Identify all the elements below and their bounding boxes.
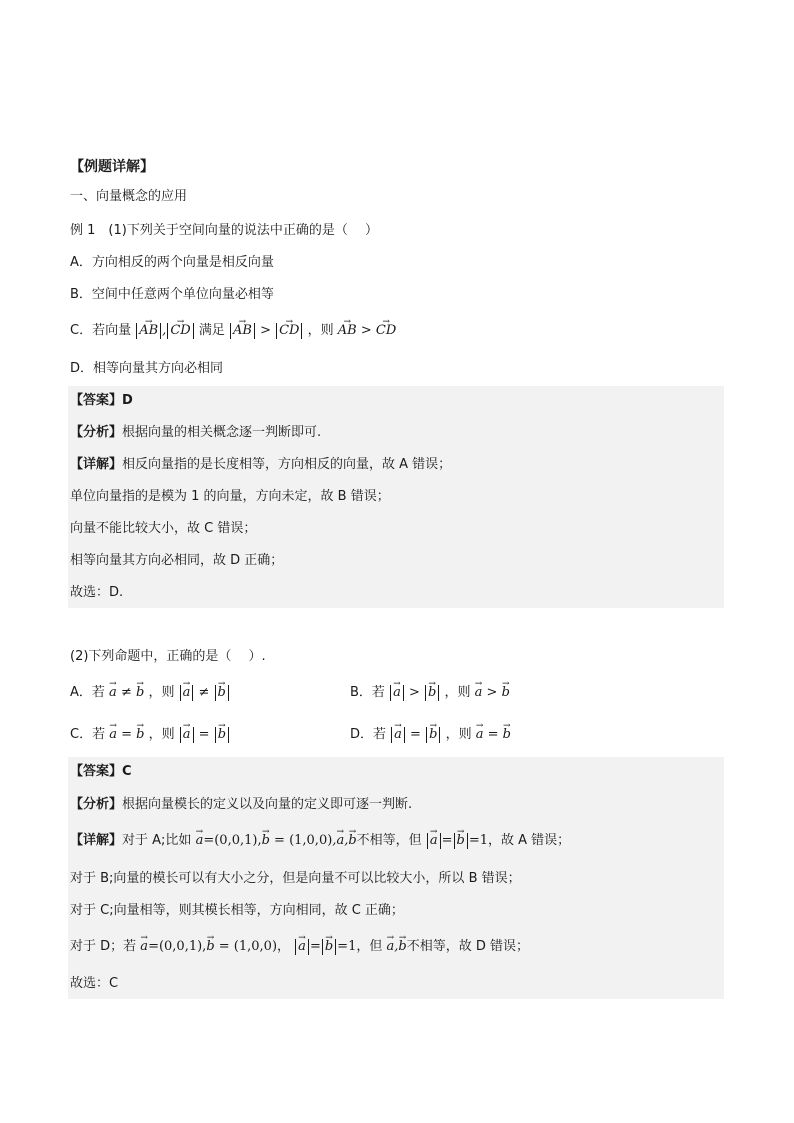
q2-option-d xyxy=(350,726,511,744)
q1-choose: 故选：D. xyxy=(70,585,124,600)
q1-answer-label: 【答案】 xyxy=(70,393,123,408)
q2-option-d-formula-2: → a = → b xyxy=(476,727,511,742)
q2-option-a-formula-1: → a ≠ → b xyxy=(109,685,144,700)
q2-detail-1 xyxy=(70,832,570,850)
q2-option-c-prefix: C．若 xyxy=(70,727,106,742)
q2-analysis-text: 根据向量模长的定义以及向量的定义即可逐一判断. xyxy=(122,797,413,812)
q1-detail-3: 向量不能比较大小，故 C 错误； xyxy=(70,521,257,536)
q2-analysis xyxy=(70,796,412,814)
q2-detail-1-middle: 不相等，但 xyxy=(356,833,422,848)
q2-answer xyxy=(70,763,132,781)
q2-option-d-then: ，则 xyxy=(445,727,472,742)
q2-option-a-prefix: A．若 xyxy=(70,685,105,700)
q1-analysis xyxy=(70,424,321,442)
q2-stem: (2)下列命题中，正确的是（ ）. xyxy=(70,649,266,664)
q1-stem: 例 1 (1)下列关于空间向量的说法中正确的是（ ） xyxy=(70,223,378,238)
q2-option-c xyxy=(70,726,230,744)
q2-detail-1-formula-1: → a=(0,0,1),→ b = (1,0,0),→ a,→ b xyxy=(196,833,357,848)
q1-analysis-text: 根据向量的相关概念逐一判断即可. xyxy=(122,425,322,440)
q2-detail-4-formula-1: → a=(0,0,1),→ b = (1,0,0) xyxy=(140,939,277,954)
q2-detail-1-formula-2: → a =→ b =1 xyxy=(426,833,488,848)
q1-option-c-formula-3: → AB > → CD xyxy=(338,323,397,338)
q1-option-d: D．相等向量其方向必相同 xyxy=(70,361,224,376)
q1-option-c-prefix: C．若向量 xyxy=(70,323,132,338)
page-heading: 【例题详解】 xyxy=(70,159,154,175)
q2-option-b-then: ，则 xyxy=(444,685,471,700)
q2-option-a xyxy=(70,684,230,702)
q2-detail-1-prefix: 对于 A;比如 xyxy=(122,833,192,848)
q1-detail-1 xyxy=(70,456,451,474)
q1-detail-label: 【详解】 xyxy=(70,457,123,472)
q2-option-b-formula-2: → a > → b xyxy=(475,685,510,700)
q1-analysis-label: 【分析】 xyxy=(70,425,123,440)
q1-detail-1-text: 相反向量指的是长度相等，方向相反的向量，故 A 错误； xyxy=(122,457,452,472)
q1-answer xyxy=(70,392,133,410)
q1-option-c-formula-2: → AB > → CD xyxy=(229,323,308,338)
q2-detail-4-prefix: 对于 D；若 xyxy=(70,939,137,954)
q1-option-c-middle: 满足 xyxy=(198,323,225,338)
q2-option-c-then: ，则 xyxy=(148,727,175,742)
q2-option-d-prefix: D．若 xyxy=(350,727,387,742)
q1-detail-4: 相等向量其方向必相同，故 D 正确； xyxy=(70,553,284,568)
q2-option-b-formula-1: → a > → b xyxy=(389,685,440,700)
q2-option-d-formula-1: → a = → b xyxy=(390,727,441,742)
q2-option-a-then: ，则 xyxy=(148,685,175,700)
q1-option-c-formula-1: → AB ,→ CD xyxy=(135,323,199,338)
q2-analysis-label: 【分析】 xyxy=(70,797,123,812)
q2-detail-4: 对于 D；若 → a=(0,0,1),→ b = (1,0,0)， → a =→ b =1，但 → a,→ b不相等，故 D 错误； xyxy=(70,938,529,956)
q2-answer-value: C xyxy=(122,764,132,779)
section-title: 一、向量概念的应用 xyxy=(70,189,188,204)
q1-detail-2: 单位向量指的是模为 1 的向量，方向未定，故 B 错误； xyxy=(70,489,390,504)
q2-answer-label: 【答案】 xyxy=(70,764,123,779)
q2-detail-4-formula-2: → a =→ b =1 xyxy=(294,939,356,954)
q2-detail-2: 对于 B;向量的模长可以有大小之分，但是向量不可以比较大小，所以 B 错误； xyxy=(70,871,521,886)
q2-choose: 故选：C xyxy=(70,976,119,991)
q2-detail-1-suffix: ，故 A 错误； xyxy=(488,833,571,848)
q1-option-a: A．方向相反的两个向量是相反向量 xyxy=(70,255,274,270)
q2-option-b-prefix: B．若 xyxy=(350,685,385,700)
q2-detail-4-formula-3: → a,→ b xyxy=(387,939,407,954)
q1-option-c-suffix: ，则 xyxy=(307,323,334,338)
q1-option-b: B．空间中任意两个单位向量必相等 xyxy=(70,287,274,302)
q2-option-c-formula-2: → a = → b xyxy=(179,727,230,742)
q1-option-c xyxy=(70,322,396,340)
q2-detail-4-middle: ，但 xyxy=(356,939,383,954)
q1-answer-value: D xyxy=(122,393,133,408)
q2-option-c-formula-1: → a = → b xyxy=(109,727,144,742)
q2-option-b xyxy=(350,684,510,702)
q2-detail-4-suffix: 不相等，故 D 错误； xyxy=(406,939,530,954)
q2-detail-label: 【详解】 xyxy=(70,833,123,848)
q2-option-a-formula-2: → a ≠ → b xyxy=(179,685,230,700)
q2-detail-3: 对于 C;向量相等，则其模长相等，方向相同，故 C 正确； xyxy=(70,903,404,918)
